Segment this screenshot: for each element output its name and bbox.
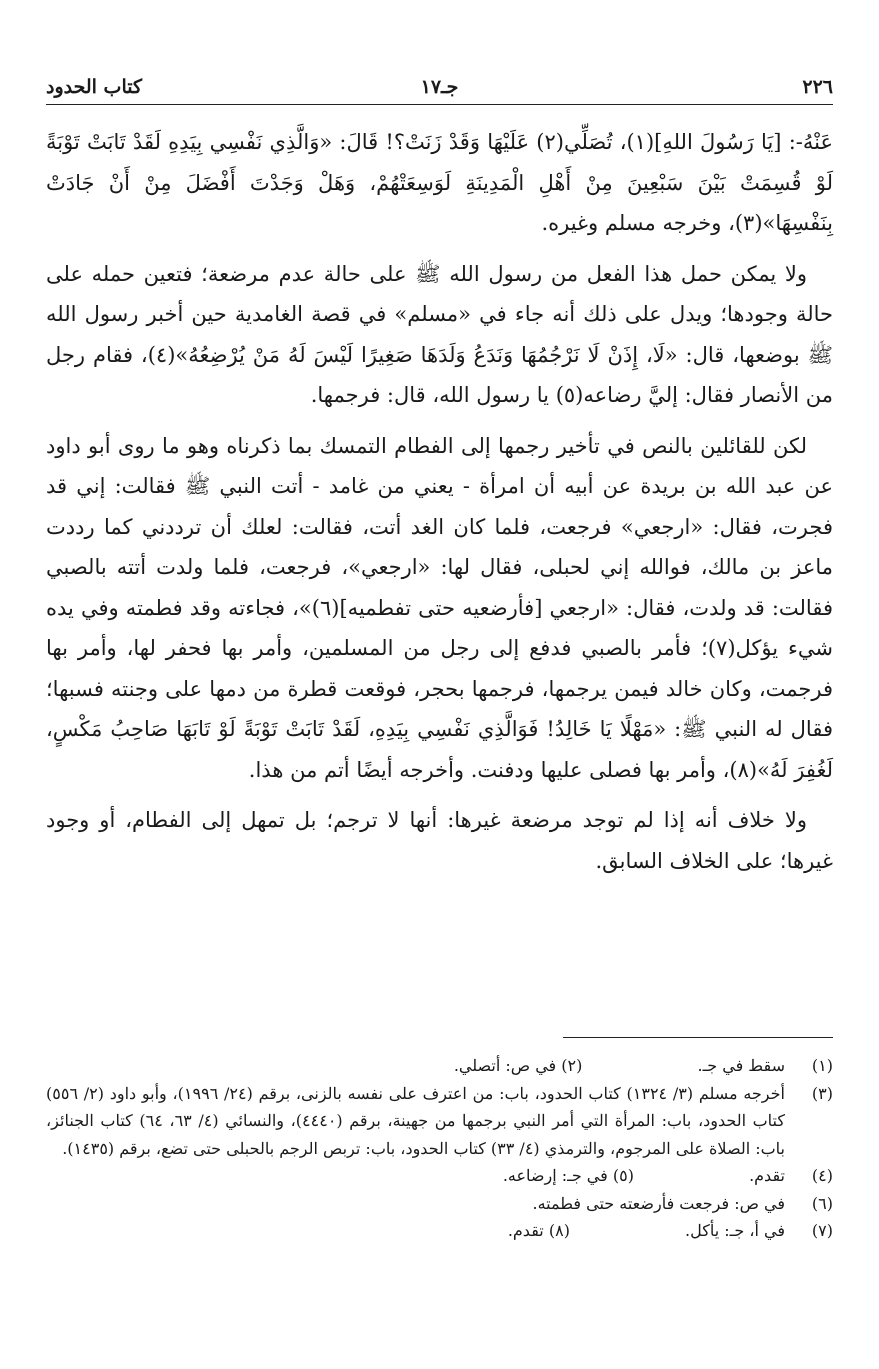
footnote-number: (٤)	[811, 1166, 833, 1185]
paragraph: لكن للقائلين بالنص في تأخير رجمها إلى الفطام التمسك بما ذكرناه وهو ما روى أبو داود عن عبد الله بن بريدة عن أبيه أن امرأة - يعني من غامد - أتت النبي ﷺ فقالت: إني قد فجرت، فقال: «ارجعي» فرجعت، فلما كان الغد أتت، فقالت: لعلك أن ترددني كما رددت ماعز بن مالك، فوالله إني لحبلى، فقال لها: «ارجعي»، فرجعت، فلما ولدت أتته بالصبي فقالت: قد ولدت، فقال: «ارجعي [فأرضعيه حتى تفطميه](٦)»، فجاءته وقد فطمته وفي يده شيء يؤكل(٧)؛ فأمر بالصبي فدفع إلى رجل من المسلمين، وأمر بها فحفر لها، وأمر بها فرجمت، وكان خالد فيمن يرجمها، فرجمها بحجر، فوقعت قطرة من دمها على وجنته فسبها؛ فقال له النبي ﷺ: «مَهْلًا يَا خَالِدُ! فَوَالَّذِي نَفْسِي بِيَدِهِ، لَقَدْ تَابَتْ تَوْبَةً لَوْ تَابَهَا صَاحِبُ مَكْسٍ، لَغُفِرَ لَهُ»(٨)، وأمر بها فصلى عليها ودفنت. وأخرجه أيضًا أتم من هذا.	[46, 433, 834, 782]
footnotes	[46, 1052, 833, 1245]
footnote-text: تقدم.	[749, 1166, 785, 1185]
paragraph: عَنْهُ-: [يَا رَسُولَ اللهِ](١)، تُصَلِّي(٢) عَلَيْهَا وَقَدْ زَنَتْ؟! قَالَ: «وَالَّذِي نَفْسِي بِيَدِهِ لَقَدْ تَابَتْ تَوْبَةً لَوْ قُسِمَتْ بَيْنَ سَبْعِينَ مِنْ أَهْلِ الْمَدِينَةِ لَوَسِعَتْهُمْ، وَهَلْ وَجَدْتَ أَفْضَلَ مِنْ أَنْ جَادَتْ بِنَفْسِهَا»(٣)، وخرجه مسلم وغيره.	[46, 130, 833, 235]
footnote-text: في ص: أتصلي.	[453, 1056, 557, 1075]
page-number: ٢٢٦	[802, 76, 833, 98]
footnote-number: (٨)	[548, 1221, 570, 1240]
footnote-number: (٢)	[561, 1056, 583, 1075]
footnote-row	[46, 1217, 833, 1245]
footnote-text: في ص: فرجعت فأرضعته حتى فطمته.	[532, 1193, 785, 1213]
footnote-row	[46, 1162, 833, 1190]
footnote-text: في جـ: إرضاعه.	[502, 1166, 608, 1185]
paragraph: ولا خلاف أنه إذا لم توجد مرضعة غيرها: أنها لا ترجم؛ بل تمهل إلى الفطام، أو وجود غيرها؛ على الخلاف السابق.	[46, 808, 833, 873]
footnote-row	[46, 1080, 833, 1163]
paragraph: ولا يمكن حمل هذا الفعل من رسول الله ﷺ على حالة عدم مرضعة؛ فتعين حمله على حالة وجودها؛ ويدل على ذلك أنه جاء في «مسلم» في قصة الغامدية حين أخبر رسول الله ﷺ بوضعها، قال: «لَا، إِذَنْ لَا نَرْجُمُهَا وَنَدَعُ وَلَدَهَا صَغِيرًا لَيْسَ لَهُ مَنْ يُرْضِعُهُ»(٤)، فقام رجل من الأنصار فقال: إليَّ رضاعه(٥) يا رسول الله، قال: فرجمها.	[46, 261, 833, 407]
footnote-row	[46, 1052, 833, 1080]
footnote-text: تقدم.	[507, 1221, 544, 1240]
footnote-number: (٦)	[811, 1193, 833, 1213]
running-header	[46, 74, 833, 105]
footnote-number: (٣)	[811, 1083, 833, 1103]
footnote-text: أخرجه مسلم (٣/ ١٣٢٤) كتاب الحدود، باب: من اعترف على نفسه بالزنى، برقم (٢٤/ ١٩٩٦)، وأبو داود (٢/ ٥٥٦) كتاب الحدود، باب: المرأة التي أمر النبي برجمها من جهينة، برقم (٤٤٤٠)، والنسائي (٤/ ٦٣، ٦٤) كتاب الجنائز، باب: الصلاة على المرجوم، والترمذي (٤/ ٣٣) كتاب الحدود، باب: تربص الرجم بالحبلى حتى تضع، برقم (١٤٣٥).	[46, 1083, 786, 1158]
footnote-row	[46, 1190, 833, 1218]
footnote-divider	[563, 1037, 833, 1038]
footnote-number: (٥)	[612, 1166, 634, 1185]
footnote-text: سقط في جـ.	[697, 1056, 785, 1075]
main-text	[46, 122, 833, 891]
footnote-number: (١)	[811, 1056, 833, 1075]
book-title: كتاب الحدود	[46, 76, 143, 98]
footnote-number: (٧)	[811, 1221, 833, 1240]
footnote-text: في أ، جـ: يأكل.	[685, 1221, 785, 1240]
volume-label: جـ١٧	[420, 76, 459, 98]
